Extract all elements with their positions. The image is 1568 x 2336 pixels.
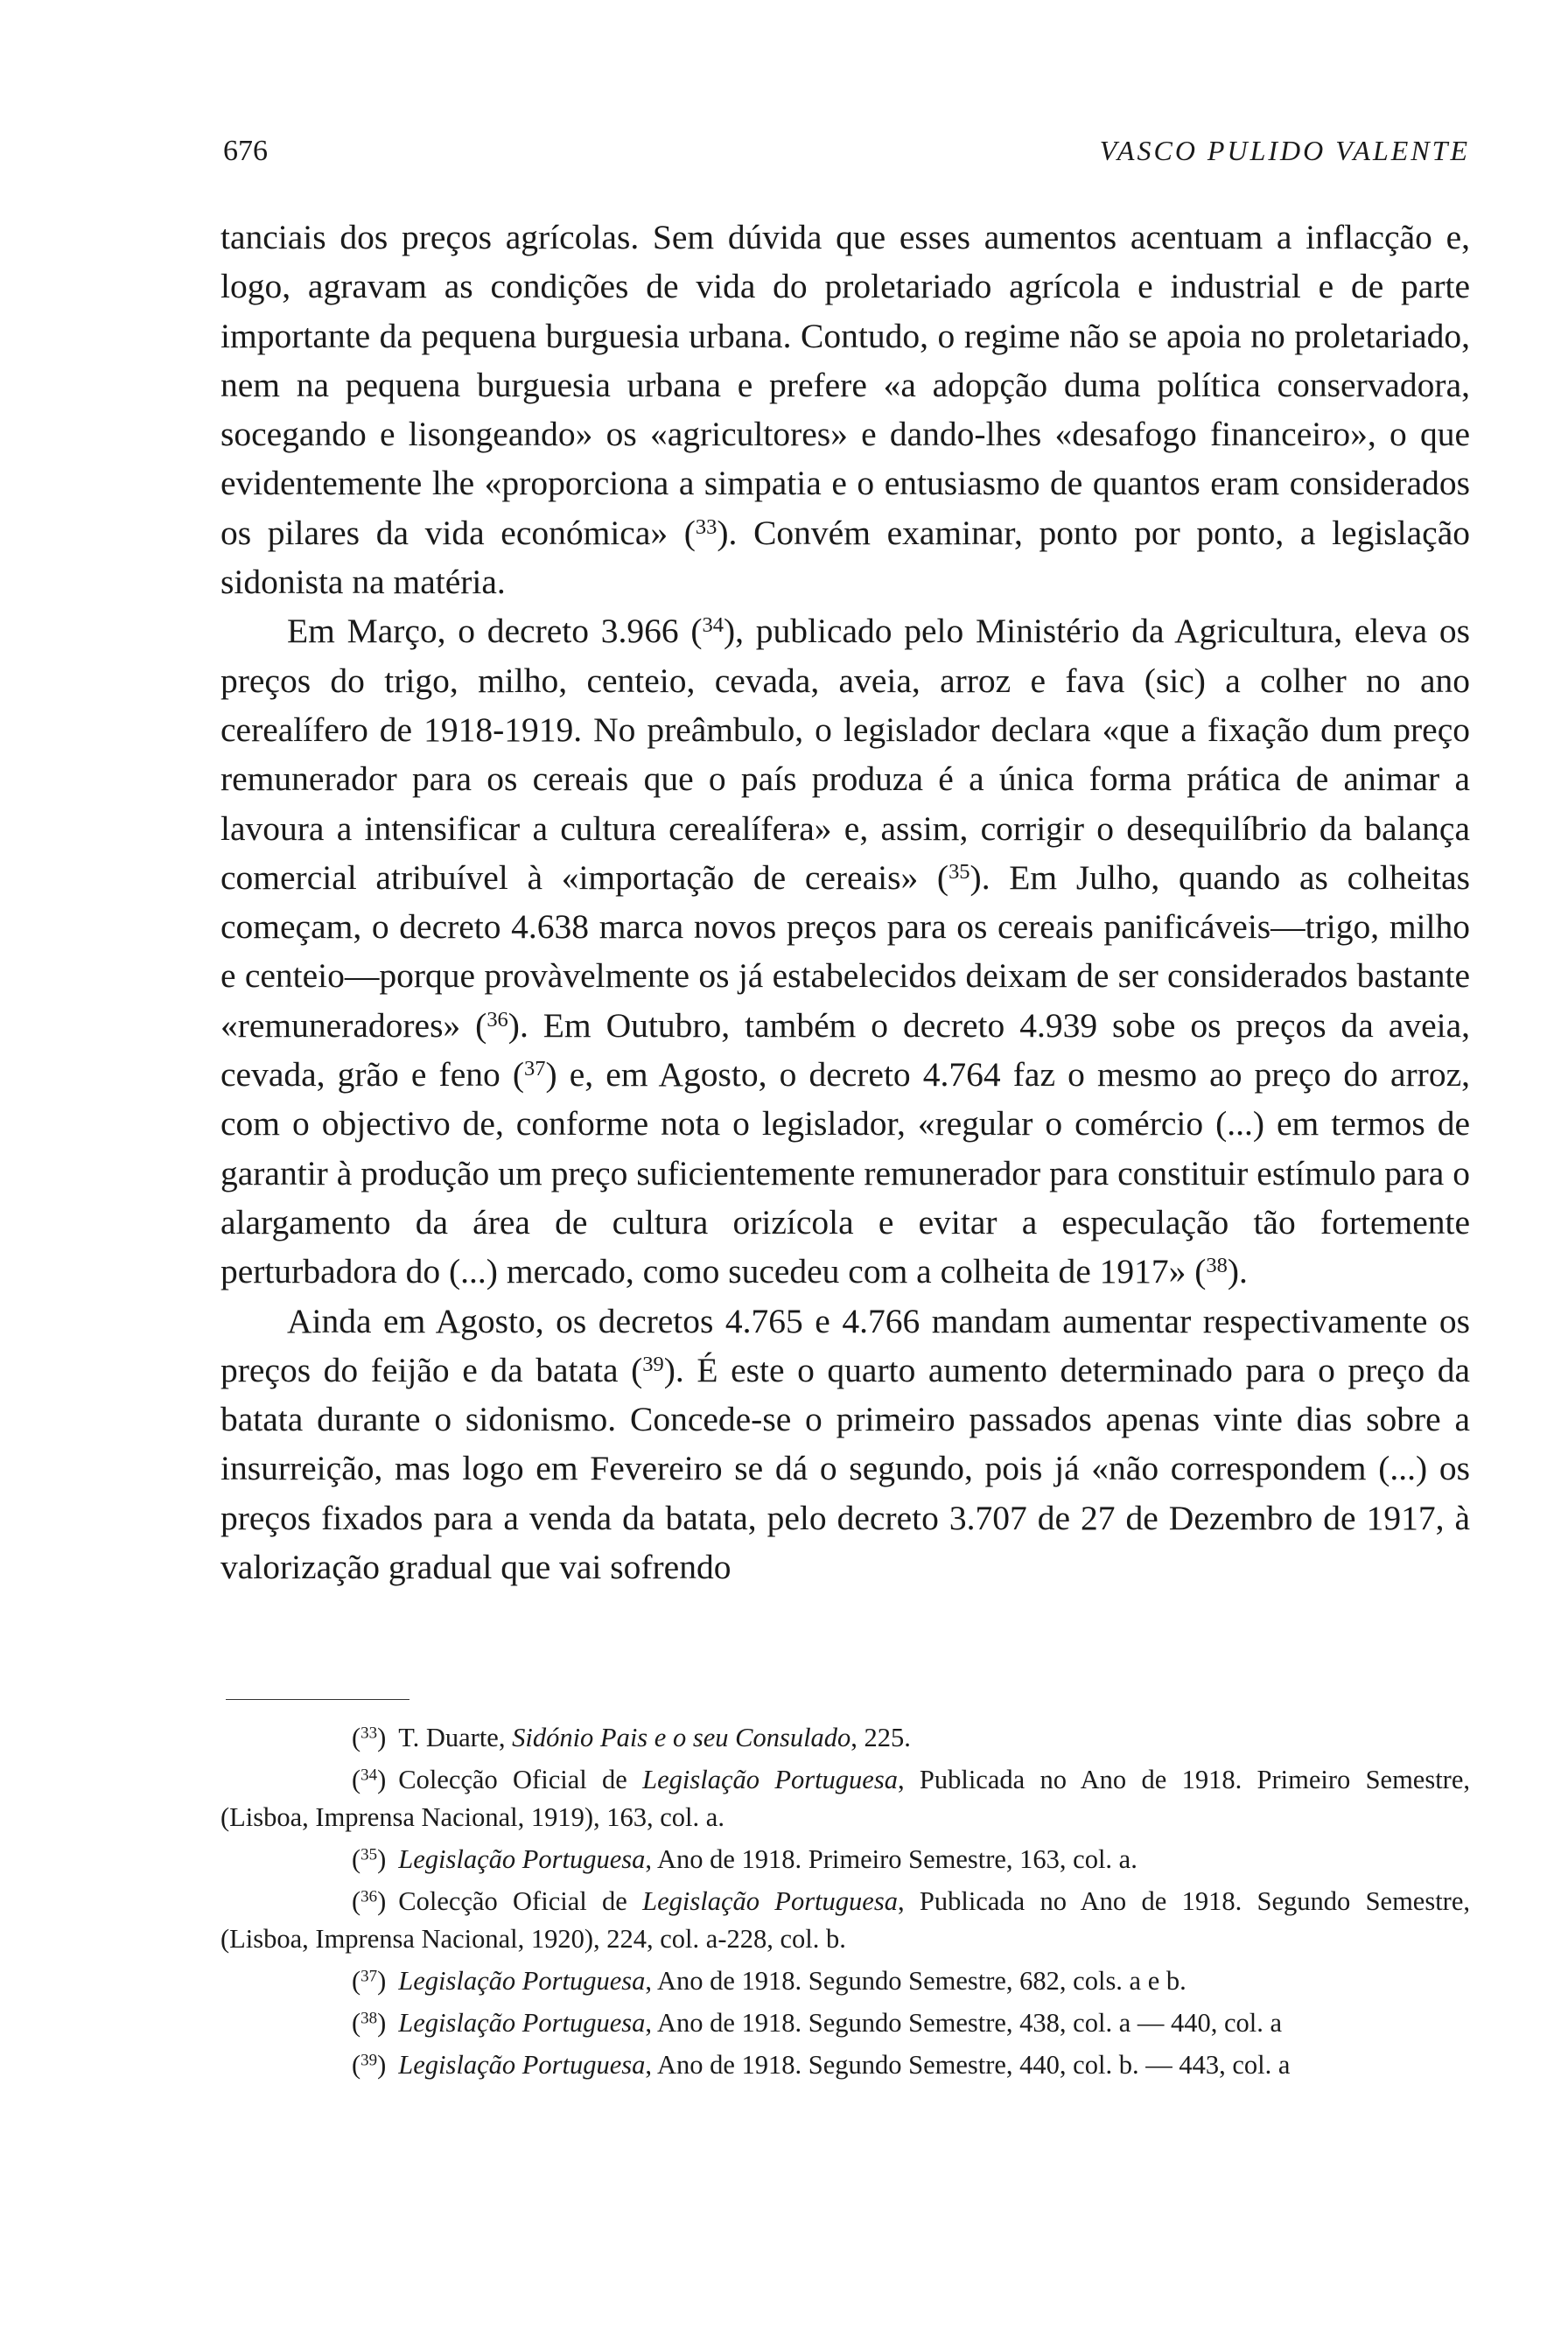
footnote-ref: 33 (695, 514, 718, 539)
footnote-36: ($^{36}$) Colecção Oficial de Legislação Portuguesa, Publicada no Ano de 1918. Segundo Semestre, (Lisboa, Imprensa Nacional, 1920), 224, col. a-228, col. b. (220, 1886, 1470, 1954)
footnote-ref: 38 (1206, 1254, 1228, 1277)
paragraph-2: Em Março, o decreto 3.966 ($^{34}$), publicado pelo Ministério da Agricultura, eleva os preços do trigo, milho, centeio, cevada, aveia, arroz e fava (sic) a colher no ano cerealífero de 1918-1919. No preâmbulo, o legislador declara «que a fixação dum preço remunerador para os cereais que o país produza é a única forma prática de animar a lavoura a intensificar a cultura cerealífera» e, assim, corrigir o desequilíbrio da balança comercial atribuível à «importação de cereais» ($^{35}$). Em Julho, quando as colheitas começam, o decreto 4.638 marca novos preços para os cereais panificáveis—trigo, milho e centeio—porque provàvelmente os já estabelecidos deixam de ser considerados bastante «remuneradores» ($^{36}$). Em Outubro, também o decreto 4.939 sobe os preços da aveia, cevada, grão e feno ($^{37}$) e, em Agosto, o decreto 4.764 faz o mesmo ao preço do arroz, com o objectivo de, conforme nota o legislador, «regular o comércio (...) em termos de garantir à produção um preço suficientemente remunerador para constituir estímulo para o alargamento da área de cultura orizícola e evitar a especulação tão fortemente perturbadora do (...) mercado, como sucedeu com a colheita de 1917» ($^{38}$). (220, 612, 1470, 1291)
body-text (220, 213, 1470, 1591)
running-head: VASCO PULIDO VALENTE (1099, 135, 1470, 166)
footnote-39: ($^{39}$) Legislação Portuguesa, Ano de 1918. Segundo Semestre, 440, col. b. — 443, col. a (352, 2050, 1291, 2080)
footnote-ref: 36 (486, 1007, 508, 1032)
footnote-ref: 37 (524, 1056, 546, 1081)
paragraph-3: Ainda em Agosto, os decretos 4.765 e 4.766 mandam aumentar respectivamente os preços do feijão e da batata ($^{39}$). É este o quarto aumento determinado para o preço da batata durante o sidonismo. Concede-se o primeiro passados apenas vinte dias sobre a insurreição, mas logo em Fevereiro se dá o segundo, pois já «não correspondem (...) os preços fixados para a venda da batata, pelo decreto 3.707 de 27 de Dezembro de 1917, à valorização gradual que vai sofrendo (220, 1301, 1470, 1587)
footnote-ref: 34 (702, 613, 724, 638)
footnotes (220, 1719, 1470, 2088)
footnote-38: ($^{38}$) Legislação Portuguesa, Ano de 1918. Segundo Semestre, 438, col. a — 440, col. a (352, 2008, 1283, 2038)
footnote-ref: 35 (948, 859, 970, 884)
footnote-34: ($^{34}$) Colecção Oficial de Legislação Portuguesa, Publicada no Ano de 1918. Primeiro Semestre, (Lisboa, Imprensa Nacional, 1919), 163, col. a. (220, 1765, 1470, 1832)
paragraph-1: tanciais dos preços agrícolas. Sem dúvida que esses aumentos acentuam a inflacção e, logo, agravam as condições de vida do proletariado agrícola e industrial e de parte importante da pequena burguesia urbana. Contudo, o regime não se apoia no proletariado, nem na pequena burguesia urbana e prefere «a adopção duma política conservadora, socegando e lisongeando» os «agricultores» e dando-lhes «desafogo financeiro», o que evidentemente lhe «proporciona a simpatia e o entusiasmo de quantos eram considerados os pilares da vida económica» ($^{33}$). Convém examinar, ponto por ponto, a legislação sidonista na matéria. (220, 218, 1470, 602)
page-number: 676 (223, 135, 268, 167)
footnote-separator (226, 1699, 410, 1700)
footnote-ref: 39 (642, 1352, 664, 1376)
footnote-33: ($^{33}$) T. Duarte, Sidónio Pais e o seu Consulado, 225. (352, 1723, 911, 1752)
page-header (223, 135, 1470, 173)
footnote-37: ($^{37}$) Legislação Portuguesa, Ano de 1918. Segundo Semestre, 682, cols. a e b. (352, 1966, 1186, 1996)
footnote-35: ($^{35}$) Legislação Portuguesa, Ano de 1918. Primeiro Semestre, 163, col. a. (352, 1844, 1138, 1874)
